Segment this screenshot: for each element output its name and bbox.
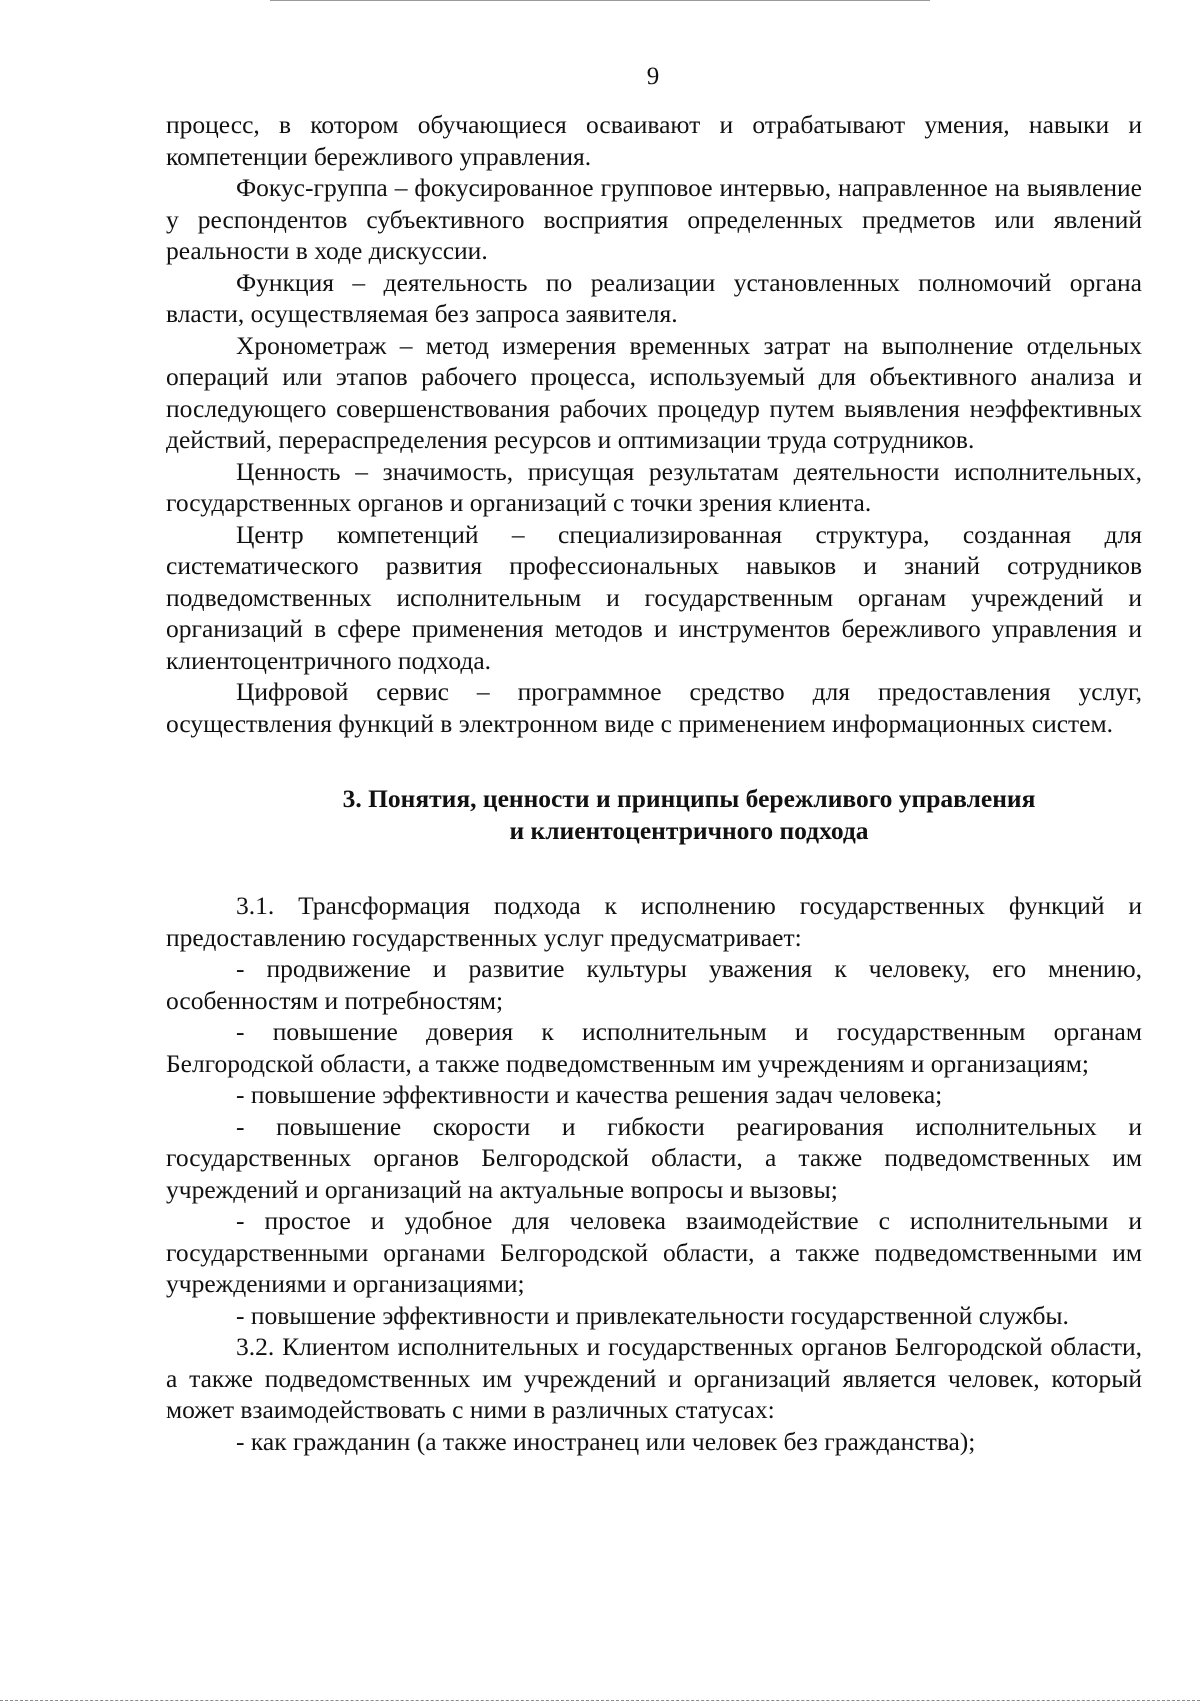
- top-scan-edge: [270, 0, 930, 1]
- definition-competence-center: Центр компетенций – специализированная структура, созданная для систематического развития профессиональных навыков и знаний сотрудников подведомственных исполнительным и государственным органам учреждений и организаций в сфере применения методов и инструментов бережливого управления и клиентоцентричного подхода.: [166, 519, 1142, 675]
- list-item-3-2-a: - как гражданин (а также иностранец или человек без гражданства);: [236, 1426, 976, 1456]
- intro-continuation-paragraph: процесс, в котором обучающиеся осваивают и отрабатывают умения, навыки и компетенции бережливого управления.: [166, 110, 1142, 171]
- list-item-3-1-f: - повышение эффективности и привлекательности государственной службы.: [236, 1300, 1069, 1330]
- section-heading-line-1: 3. Понятия, ценности и принципы бережливого управления: [342, 784, 1036, 813]
- document-body: [166, 109, 1142, 1457]
- list-item-3-1-d: - повышение скорости и гибкости реагирования исполнительных и государственных органов Белгородской области, а также подведомственных им учреждений и организаций на актуальные вопросы и вызовы;: [166, 1111, 1142, 1204]
- definition-value: Ценность – значимость, присущая результатам деятельности исполнительных, государственных органов и организаций с точки зрения клиента.: [166, 456, 1142, 517]
- definition-timing: Хронометраж – метод измерения временных затрат на выполнение отдельных операций или этапов рабочего процесса, используемый для объективного анализа и последующего совершенствования рабочих процедур путем выявления неэффективных действий, перераспределения ресурсов и оптимизации труда сотрудников.: [166, 330, 1142, 454]
- section-heading-line-2: и клиентоцентричного подхода: [509, 815, 869, 845]
- list-item-3-1-c: - повышение эффективности и качества решения задач человека;: [236, 1080, 943, 1109]
- section-heading: [166, 783, 1142, 846]
- bottom-scan-edge: [0, 1700, 1200, 1701]
- page-number: 9: [646, 63, 660, 90]
- definition-function: Функция – деятельность по реализации установленных полномочий органа власти, осуществляемая без запроса заявителя.: [166, 267, 1142, 328]
- definition-digital-service: Цифровой сервис – программное средство для предоставления услуг, осуществления функций в электронном виде с применением информационных систем.: [166, 677, 1142, 738]
- list-item-3-1-e: - простое и удобное для человека взаимодействие с исполнительными и государственными органами Белгородской области, а также подведомственными им учреждениями и организациями;: [166, 1206, 1142, 1298]
- list-item-3-1-b: - повышение доверия к исполнительным и государственным органам Белгородской области, а также подведомственным им учреждениям и организациям;: [166, 1017, 1142, 1078]
- paragraph-3-1: 3.1. Трансформация подхода к исполнению государственных функций и предоставлению государственных услуг предусматривает:: [166, 891, 1142, 952]
- paragraph-3-2: 3.2. Клиентом исполнительных и государственных органов Белгородской области, а также подведомственных им учреждений и организаций является человек, который может взаимодействовать с ними в различных статусах:: [166, 1332, 1142, 1424]
- definition-focus-group: Фокус-группа – фокусированное групповое интервью, направленное на выявление у респондентов субъективного восприятия определенных предметов или явлений реальности в ходе дискуссии.: [166, 173, 1142, 265]
- list-item-3-1-a: - продвижение и развитие культуры уважения к человеку, его мнению, особенностям и потребностям;: [166, 954, 1142, 1015]
